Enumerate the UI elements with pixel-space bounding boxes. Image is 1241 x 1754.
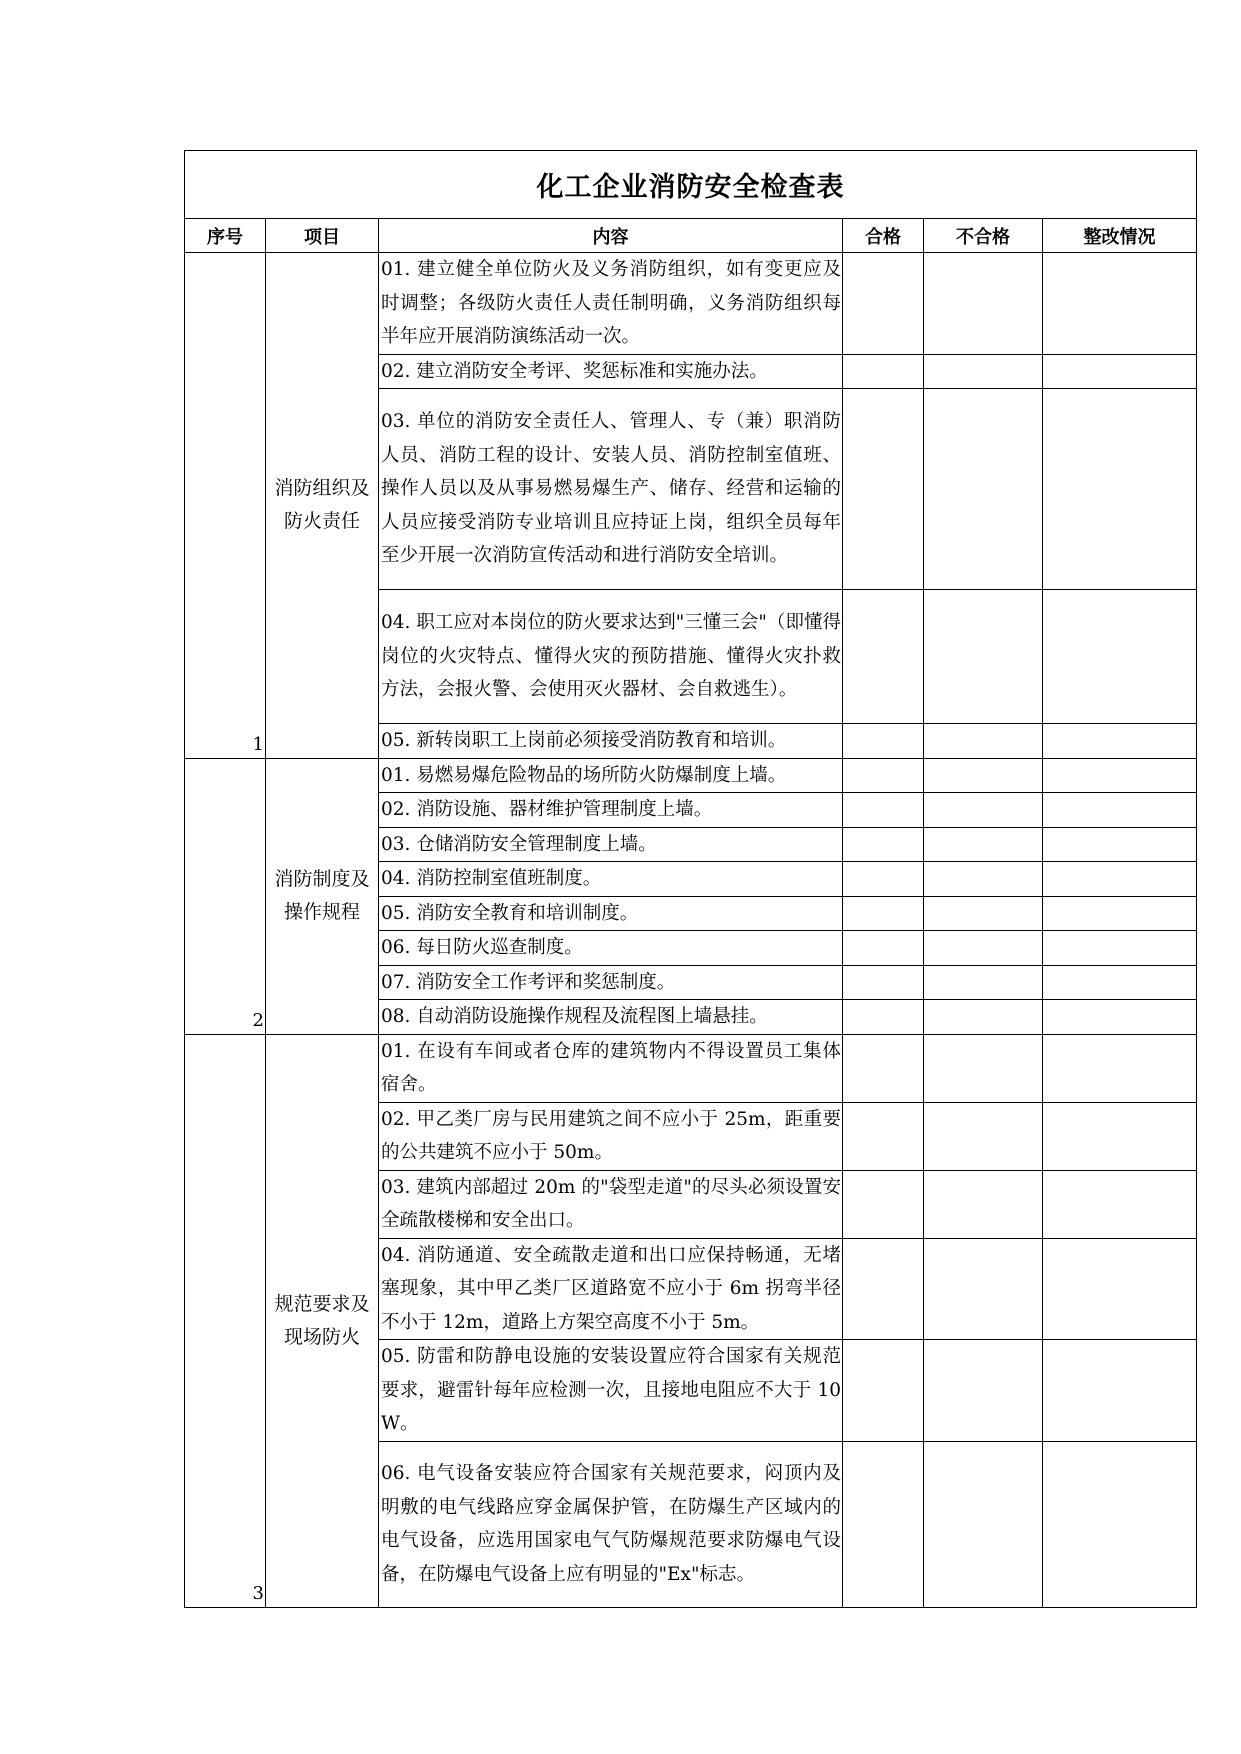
fail-cell[interactable] <box>924 758 1043 793</box>
fail-cell[interactable] <box>924 1102 1043 1170</box>
pass-cell[interactable] <box>843 965 924 1000</box>
fail-cell[interactable] <box>924 1340 1043 1442</box>
content-cell: 04. 职工应对本岗位的防火要求达到"三懂三会"（即懂得岗位的火灾特点、懂得火灾的预防措施、懂得火灾扑救方法，会报火警、会使用灭火器材、会自救逃生）。 <box>379 590 843 724</box>
rectify-cell[interactable] <box>1043 931 1197 966</box>
fail-cell[interactable] <box>924 1238 1043 1340</box>
fail-cell[interactable] <box>924 931 1043 966</box>
table-row <box>185 758 1197 793</box>
fail-cell[interactable] <box>924 862 1043 897</box>
pass-cell[interactable] <box>843 758 924 793</box>
pass-cell[interactable] <box>843 862 924 897</box>
header-row <box>185 219 1197 253</box>
content-cell: 01. 易燃易爆危险物品的场所防火防爆制度上墙。 <box>379 758 843 793</box>
section-number: 2 <box>185 758 266 1034</box>
pass-cell[interactable] <box>843 354 924 389</box>
rectify-cell[interactable] <box>1043 354 1197 389</box>
content-cell: 02. 建立消防安全考评、奖惩标准和实施办法。 <box>379 354 843 389</box>
fail-cell[interactable] <box>924 354 1043 389</box>
fail-cell[interactable] <box>924 389 1043 590</box>
rectify-cell[interactable] <box>1043 590 1197 724</box>
content-cell: 05. 新转岗职工上岗前必须接受消防教育和培训。 <box>379 724 843 759</box>
pass-cell[interactable] <box>843 1102 924 1170</box>
content-cell: 07. 消防安全工作考评和奖惩制度。 <box>379 965 843 1000</box>
table-title: 化工企业消防安全检查表 <box>185 151 1197 219</box>
section-number: 3 <box>185 1034 266 1607</box>
fail-cell[interactable] <box>924 724 1043 759</box>
content-cell: 03. 仓储消防安全管理制度上墙。 <box>379 827 843 862</box>
rectify-cell[interactable] <box>1043 1000 1197 1035</box>
inspection-sheet <box>184 150 1196 1608</box>
content-cell: 06. 每日防火巡查制度。 <box>379 931 843 966</box>
rectify-cell[interactable] <box>1043 1340 1197 1442</box>
content-cell: 01. 在设有车间或者仓库的建筑物内不得设置员工集体宿舍。 <box>379 1034 843 1102</box>
inspection-table <box>184 150 1197 1608</box>
header-content: 内容 <box>379 219 843 253</box>
content-cell: 01. 建立健全单位防火及义务消防组织，如有变更应及时调整；各级防火责任人责任制明确，义务消防组织每半年应开展消防演练活动一次。 <box>379 253 843 355</box>
fail-cell[interactable] <box>924 1170 1043 1238</box>
fail-cell[interactable] <box>924 965 1043 1000</box>
pass-cell[interactable] <box>843 724 924 759</box>
table-row <box>185 253 1197 355</box>
fail-cell[interactable] <box>924 1000 1043 1035</box>
content-cell: 04. 消防控制室值班制度。 <box>379 862 843 897</box>
pass-cell[interactable] <box>843 793 924 828</box>
header-pass: 合格 <box>843 219 924 253</box>
content-cell: 06. 电气设备安装应符合国家有关规范要求，闷顶内及明敷的电气线路应穿金属保护管，在防爆生产区域内的电气设备，应选用国家电气气防爆规范要求防爆电气设备，在防爆电气设备上应有明显的"Ex"标志。 <box>379 1441 843 1607</box>
table-row <box>185 1034 1197 1102</box>
rectify-cell[interactable] <box>1043 1102 1197 1170</box>
rectify-cell[interactable] <box>1043 758 1197 793</box>
rectify-cell[interactable] <box>1043 862 1197 897</box>
pass-cell[interactable] <box>843 931 924 966</box>
pass-cell[interactable] <box>843 1170 924 1238</box>
rectify-cell[interactable] <box>1043 965 1197 1000</box>
rectify-cell[interactable] <box>1043 896 1197 931</box>
pass-cell[interactable] <box>843 1034 924 1102</box>
fail-cell[interactable] <box>924 827 1043 862</box>
fail-cell[interactable] <box>924 1441 1043 1607</box>
pass-cell[interactable] <box>843 389 924 590</box>
fail-cell[interactable] <box>924 1034 1043 1102</box>
content-cell: 03. 单位的消防安全责任人、管理人、专（兼）职消防人员、消防工程的设计、安装人员、消防控制室值班、操作人员以及从事易燃易爆生产、储存、经营和运输的人员应接受消防专业培训且应持证上岗，组织全员每年至少开展一次消防宣传活动和进行消防安全培训。 <box>379 389 843 590</box>
rectify-cell[interactable] <box>1043 1034 1197 1102</box>
pass-cell[interactable] <box>843 253 924 355</box>
content-cell: 04. 消防通道、安全疏散走道和出口应保持畅通，无堵塞现象，其中甲乙类厂区道路宽不应小于 6m 拐弯半径不小于 12m，道路上方架空高度不小于 5m。 <box>379 1238 843 1340</box>
content-cell: 05. 防雷和防静电设施的安装设置应符合国家有关规范要求，避雷针每年应检测一次，且接地电阻应不大于 10W。 <box>379 1340 843 1442</box>
content-cell: 08. 自动消防设施操作规程及流程图上墙悬挂。 <box>379 1000 843 1035</box>
rectify-cell[interactable] <box>1043 1170 1197 1238</box>
header-no: 序号 <box>185 219 266 253</box>
header-rectify: 整改情况 <box>1043 219 1197 253</box>
pass-cell[interactable] <box>843 1238 924 1340</box>
content-cell: 02. 甲乙类厂房与民用建筑之间不应小于 25m，距重要的公共建筑不应小于 50m。 <box>379 1102 843 1170</box>
rectify-cell[interactable] <box>1043 827 1197 862</box>
rectify-cell[interactable] <box>1043 253 1197 355</box>
rectify-cell[interactable] <box>1043 389 1197 590</box>
rectify-cell[interactable] <box>1043 793 1197 828</box>
section-item: 规范要求及现场防火 <box>266 1034 379 1607</box>
pass-cell[interactable] <box>843 590 924 724</box>
pass-cell[interactable] <box>843 1340 924 1442</box>
rectify-cell[interactable] <box>1043 1238 1197 1340</box>
pass-cell[interactable] <box>843 896 924 931</box>
rectify-cell[interactable] <box>1043 724 1197 759</box>
header-item: 项目 <box>266 219 379 253</box>
section-item: 消防组织及防火责任 <box>266 253 379 759</box>
section-number: 1 <box>185 253 266 759</box>
pass-cell[interactable] <box>843 1441 924 1607</box>
pass-cell[interactable] <box>843 1000 924 1035</box>
rectify-cell[interactable] <box>1043 1441 1197 1607</box>
pass-cell[interactable] <box>843 827 924 862</box>
section-item: 消防制度及操作规程 <box>266 758 379 1034</box>
header-fail: 不合格 <box>924 219 1043 253</box>
fail-cell[interactable] <box>924 590 1043 724</box>
fail-cell[interactable] <box>924 253 1043 355</box>
fail-cell[interactable] <box>924 793 1043 828</box>
content-cell: 03. 建筑内部超过 20m 的"袋型走道"的尽头必须设置安全疏散楼梯和安全出口。 <box>379 1170 843 1238</box>
content-cell: 05. 消防安全教育和培训制度。 <box>379 896 843 931</box>
content-cell: 02. 消防设施、器材维护管理制度上墙。 <box>379 793 843 828</box>
fail-cell[interactable] <box>924 896 1043 931</box>
